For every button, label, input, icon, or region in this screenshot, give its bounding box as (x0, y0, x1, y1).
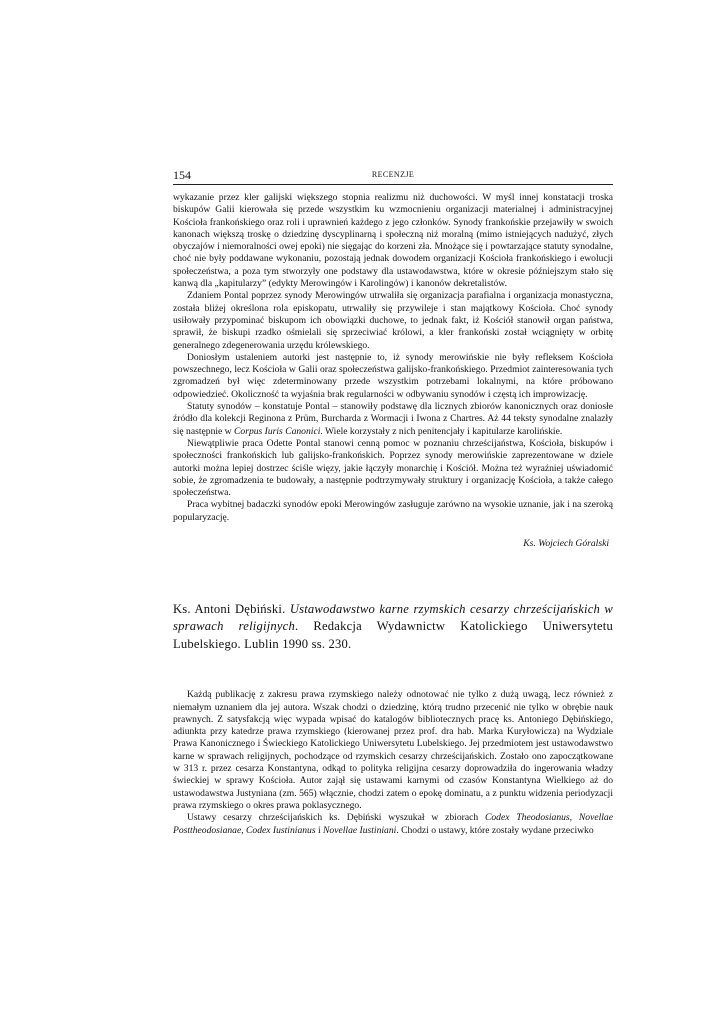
text-run: Statuty synodów – konstatuje Pontal – stanowiły podstawę dla licznych zbiorów kanonicznych oraz doniosłe źródło dla kolekcji Reginona z Prüm, Burcharda z Wormacji i Iwona z Chartres. Aż 44 teksty synodalne znalazły się następnie w (173, 401, 613, 437)
review-1-paragraph: Doniosłym ustaleniem autorki jest następnie to, iż synody merowińskie nie były refleksem Kościoła powszechnego, lecz Kościoła w Galii oraz społeczeństwa galijsko-frankońskiego. Przedmiot zainteresowania tych zgromadzeń był więc zdeterminowany przede wszystkim potrzebami lokalnymi, na które próbowano odpowiedzieć. Okoliczność ta wyjaśnia brak regularności w odbywaniu synodów i częstą ich improwizację. (173, 351, 613, 400)
book-publication-info: . Redakcja Wydawnictw Katolickiego Uniwersytetu Lubelskiego. Lublin 1990 ss. 230. (173, 619, 613, 651)
page-number: 154 (173, 168, 191, 182)
review-2-heading (173, 601, 613, 653)
italic-title: Codex Theodosianus, Novellae Posttheodosianae, Codex Iustinianus (173, 812, 613, 836)
review-1-paragraph: wykazanie przez kler galijski większego stopnia realizmu niż duchowości. W myśl innej konstatacji troska biskupów Galii kierowała się przede wszystkim ku wzmocnieniu organizacji materialnej i administracyjnej Kościoła frankońskiego oraz roli i uprawnień każdego z jego członków. Synody frankońskie przejawiły w swoich kanonach większą troskę o dziedzinę dyscyplinarną i społeczną niż moralną (mimo istniejących nadużyć, złych obyczajów i niemoralności owej epoki) nie sięgając do korzeni zła. Mnożące się i powtarzające statuty synodalne, choć nie były poddawane wykonaniu, pozostają jednak dowodem organizacji Kościoła frankońskiego i ewolucji społeczeństwa, a poza tym stworzyły one podstawy dla ustawodawstwa, które w okresie późniejszym stało się kanwą dla „kapitularzy” (edykty Merowingów i Karolingów) i kanonów dekretalistów. (173, 192, 613, 290)
book-author: Ks. Antoni Dębiński. (173, 602, 290, 617)
running-head: RECENZJE (371, 170, 415, 179)
text-run: i (315, 824, 324, 836)
review-1 (173, 192, 613, 524)
text-run: Ustawy cesarzy chrześcijańskich ks. Dębiński wyszukał w zbiorach (187, 812, 485, 824)
italic-title: Novellae Iustiniani (323, 824, 397, 836)
review-1-paragraph: Zdaniem Pontal poprzez synody Merowingów utrwaliła się organizacja parafialna i organizacja monastyczna, została bliżej określona rola episkopatu, utrwaliły się przywileje i stan majątkowy Kościoła. Choć synody usiłowały przypominać biskupom ich obowiązki duchowe, to jednak fakt, iż Kościół stanowił organ państwa, sprawił, że biskupi rzadko ośmielali się sprzeciwiać królowi, a kler frankoński został wciągnięty w orbitę generalnego zdegenerowania urzędu królewskiego. (173, 290, 613, 351)
text-run: . Chodzi o ustawy, które zostały wydane przeciwko (396, 824, 594, 836)
reviewer-signature: Ks. Wojciech Góralski (523, 538, 609, 550)
book-page (173, 168, 613, 837)
review-1-paragraph: Niewątpliwie praca Odette Pontal stanowi cenną pomoc w poznaniu chrześcijaństwa, Kościoła, biskupów i społeczności frankońskich lub galijsko-frankońskich. Poprzez synody merowińskie zaprezentowane w dziele autorki można lepiej dostrzec ściśle więzy, jakie łączyły monarchię i Kościół. Można też wyraźniej uświadomić sobie, że zgromadzenia te budowały, a następnie podtrzymywały struktury i organizację Kościoła, a także całego społeczeństwa. (173, 437, 613, 499)
review-2-paragraph (173, 812, 613, 837)
review-2-paragraph: Każdą publikację z zakresu prawa rzymskiego należy odnotować nie tylko z dużą uwagą, lecz również z niemałym uznaniem dla jej autora. Wszak chodzi o dziedzinę, którą trudno przecenić nie tylko w obrębie nauk prawnych. Z satysfakcją więc wypada wpisać do katalogów bibliotecznych pracę ks. Antoniego Dębińskiego, adiunkta przy katedrze prawa rzymskiego (kierowanej przez prof. dra hab. Marka Kuryłowicza) na Wydziale Prawa Kanonicznego i Świeckiego Katolickiego Uniwersytetu Lubelskiego. Jej przedmiotem jest ustawodawstwo karne w sprawach religijnych, pochodzące od rzymskich cesarzy chrześcijańskich. Zostało ono zapoczątkowane w 313 r. przez cesarza Konstantyna, odkąd to polityka religijna cesarzy doprowadziła do ingerowania władzy świeckiej w sprawy Kościoła. Autor zajął się ustawami karnymi od czasów Konstantyna Wielkiego aż do ustawodawstwa Justyniana (zm. 565) włącznie, chodzi zatem o epokę dominatu, a z punktu widzenia periodyzacji prawa rzymskiego o okres prawa poklasycznego. (173, 689, 613, 811)
page-header (173, 168, 613, 185)
review-1-paragraph: Praca wybitnej badaczki synodów epoki Merowingów zasługuje zarówno na wysokie uznanie, jak i na szeroką popularyzację. (173, 499, 613, 523)
text-run: . Wiele korzystały z nich penitencjały i kapitularze karolińskie. (320, 425, 563, 437)
italic-title: Corpus Iuris Canonici (234, 425, 321, 437)
book-title: Ustawodawstwo karne rzymskich cesarzy chrześcijańskich w sprawach religijnych (173, 602, 613, 634)
review-1-paragraph (173, 401, 613, 438)
review-2 (173, 689, 613, 837)
